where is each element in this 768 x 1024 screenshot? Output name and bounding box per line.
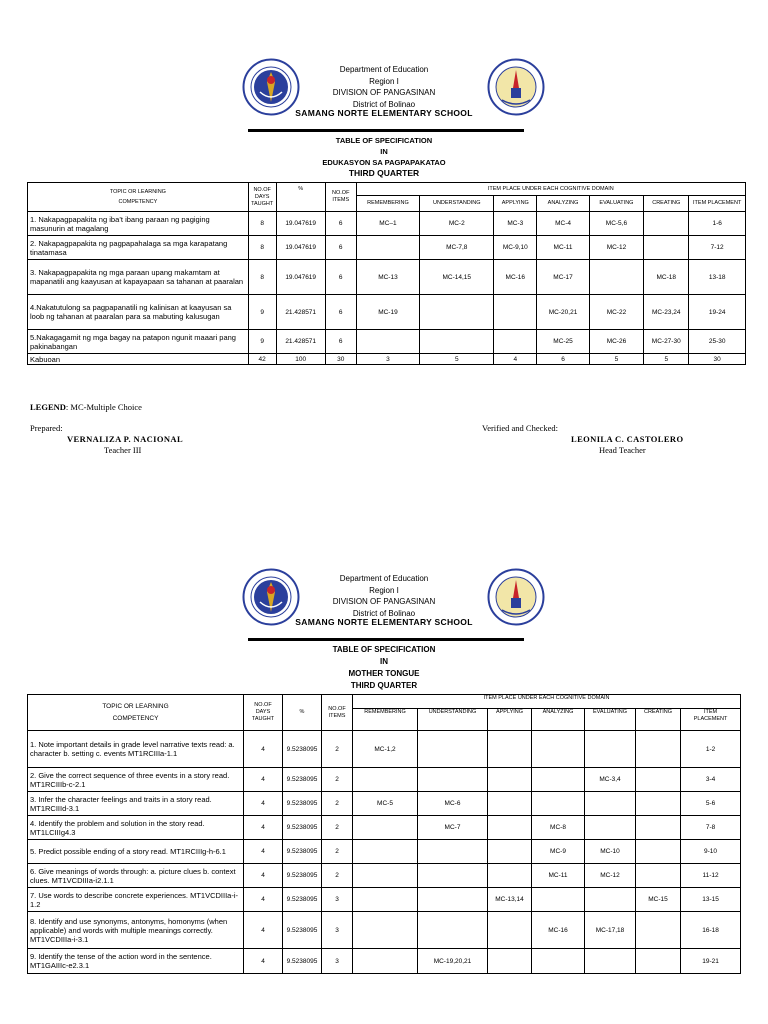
table-body — [28, 731, 741, 974]
cell: 7-12 — [689, 236, 746, 260]
cell: 2 — [322, 792, 353, 816]
cell: 2 — [322, 864, 353, 888]
cell: 4 — [244, 864, 283, 888]
cell: 9.5238095 — [283, 864, 322, 888]
header-applying: APPLYING — [488, 709, 532, 731]
cell: 9.5238095 — [283, 816, 322, 840]
header-block — [234, 64, 534, 120]
cell — [644, 236, 689, 260]
cell — [488, 768, 532, 792]
cell: 4 — [244, 840, 283, 864]
total-row — [28, 354, 746, 365]
cell — [532, 949, 585, 974]
cell — [532, 768, 585, 792]
cell: MC-9,10 — [494, 236, 537, 260]
table-row — [28, 888, 741, 912]
cell: 9.5238095 — [283, 888, 322, 912]
header-creating: CREATING — [636, 709, 681, 731]
cell: 4 — [244, 949, 283, 974]
table-row — [28, 816, 741, 840]
cell: 6 — [325, 295, 356, 330]
header-competency: TOPIC OR LEARNING COMPETENCY — [28, 183, 249, 212]
cell: MC-19,20,21 — [418, 949, 488, 974]
cell — [418, 731, 488, 768]
cell: MC-18 — [644, 260, 689, 295]
header-division: DIVISION OF PANGASINAN — [332, 88, 436, 97]
cell — [353, 816, 418, 840]
cell: 2 — [322, 731, 353, 768]
header-days: NO.OF DAYS TAUGHT — [248, 183, 276, 212]
cell — [636, 949, 681, 974]
table-row — [28, 260, 746, 295]
header-competency: TOPIC OR LEARNING COMPETENCY — [28, 695, 244, 731]
cell — [418, 864, 488, 888]
verified-title: Head Teacher — [599, 445, 646, 455]
prepared-title: Teacher III — [104, 445, 142, 455]
cell: 4 — [244, 792, 283, 816]
prepared-block — [30, 423, 230, 456]
cell: 3 — [322, 888, 353, 912]
cell — [589, 260, 643, 295]
cell: 1-6 — [689, 212, 746, 236]
cell: 9.5238095 — [283, 840, 322, 864]
cell: 42 — [248, 354, 276, 365]
header-remembering: REMEMBERING — [356, 196, 420, 212]
header-school: SAMANG NORTE ELEMENTARY SCHOOL — [295, 108, 473, 118]
spec-table — [27, 182, 746, 365]
header-creating: CREATING — [644, 196, 689, 212]
header-rule — [248, 638, 524, 641]
table-row — [28, 236, 746, 260]
cell: MC-20,21 — [537, 295, 589, 330]
cell: 100 — [276, 354, 325, 365]
title-line: THIRD QUARTER — [348, 168, 420, 178]
prepared-name: VERNALIZA P. NACIONAL — [67, 434, 184, 444]
cell: 21.428571 — [276, 295, 325, 330]
header-department: Department of Education — [339, 65, 429, 74]
title-line: EDUKASYON SA PAGPAPAKATAO — [322, 158, 446, 167]
cell — [532, 731, 585, 768]
cell: MC-14,15 — [420, 260, 494, 295]
cell: 4 — [244, 816, 283, 840]
table-row — [28, 330, 746, 354]
cell — [420, 295, 494, 330]
cell — [420, 330, 494, 354]
cell: MC-13,14 — [488, 888, 532, 912]
cell — [636, 792, 681, 816]
cell — [353, 949, 418, 974]
title-line: TABLE OF SPECIFICATION — [332, 645, 436, 654]
cell: MC-3,4 — [585, 768, 636, 792]
cell: 2 — [322, 840, 353, 864]
header-department: Department of Education — [339, 574, 429, 583]
header-rule — [248, 129, 524, 132]
cell: 5-6 — [681, 792, 741, 816]
cell: MC-13 — [356, 260, 420, 295]
competency-cell: 8. Identify and use synonyms, antonyms, homonyms (when applicable) and words with multiple meanings correctly. MT1VCDIIIa-i-3.1 — [28, 912, 244, 949]
cell: MC-7,8 — [420, 236, 494, 260]
cell — [353, 840, 418, 864]
title-line: MOTHER TONGUE — [348, 669, 420, 678]
cell — [488, 792, 532, 816]
cell: 19.047619 — [276, 212, 325, 236]
cell: 11-12 — [681, 864, 741, 888]
cell: MC-12 — [585, 864, 636, 888]
cell: MC-16 — [532, 912, 585, 949]
cell: MC-25 — [537, 330, 589, 354]
cell: 4 — [494, 354, 537, 365]
header-analyzing: ANALYZING — [537, 196, 589, 212]
header-remembering: REMEMBERING — [353, 709, 418, 731]
table-title — [234, 644, 534, 692]
cell: 9 — [248, 295, 276, 330]
table-row — [28, 768, 741, 792]
competency-cell: 5. Predict possible ending of a story read. MT1RCIIIg-h-6.1 — [28, 840, 244, 864]
header-division: DIVISION OF PANGASINAN — [332, 597, 436, 606]
cell — [585, 888, 636, 912]
header-understanding: UNDERSTANDING — [418, 709, 488, 731]
cell: MC-5,6 — [589, 212, 643, 236]
competency-cell: 5.Nakagagamit ng mga bagay na patapon ngunit maaari pang pakinabangan — [28, 330, 249, 354]
verified-label: Verified and Checked: — [482, 423, 558, 433]
cell: MC-23,24 — [644, 295, 689, 330]
header-understanding: UNDERSTANDING — [420, 196, 494, 212]
header-items: NO.OF ITEMS — [322, 695, 353, 731]
cell — [636, 840, 681, 864]
cell — [418, 840, 488, 864]
cell: MC-17,18 — [585, 912, 636, 949]
cell: MC-11 — [537, 236, 589, 260]
cell: MC-2 — [420, 212, 494, 236]
cell: 3-4 — [681, 768, 741, 792]
cell: 3 — [322, 949, 353, 974]
cell: 30 — [689, 354, 746, 365]
header-analyzing: ANALYZING — [532, 709, 585, 731]
legend-label: LEGEND — [30, 402, 66, 412]
competency-cell: 4.Nakatutulong sa pagpapanatili ng kalinisan at kaayusan sa loob ng tahanan at paaralan para sa mabuting kalusugan — [28, 295, 249, 330]
competency-cell: 7. Use words to describe concrete experiences. MT1VCDIIIa-i-1.2 — [28, 888, 244, 912]
cell: MC-9 — [532, 840, 585, 864]
cell — [353, 864, 418, 888]
cell: 19-24 — [689, 295, 746, 330]
cell — [488, 912, 532, 949]
cell: MC-16 — [494, 260, 537, 295]
competency-cell: 1. Note important details in grade level narrative texts read: a. character b. setting c. events MT1RCIIIa-1.1 — [28, 731, 244, 768]
cell: MC-22 — [589, 295, 643, 330]
header-days: NO.OF DAYS TAUGHT — [244, 695, 283, 731]
cell: 19.047619 — [276, 260, 325, 295]
cell: 13-18 — [689, 260, 746, 295]
cell: 6 — [325, 330, 356, 354]
title-line: THIRD QUARTER — [350, 681, 418, 690]
header-applying: APPLYING — [494, 196, 537, 212]
cell: 19-21 — [681, 949, 741, 974]
header-domain: ITEM PLACE UNDER EACH COGNITIVE DOMAIN — [353, 695, 741, 709]
header-percent: % — [283, 695, 322, 731]
cell: MC-27-30 — [644, 330, 689, 354]
cell: 8 — [248, 260, 276, 295]
spec-table — [27, 694, 741, 974]
header-region: Region I — [369, 76, 399, 86]
table-body — [28, 212, 746, 354]
cell: 3 — [322, 912, 353, 949]
cell: MC-10 — [585, 840, 636, 864]
cell: 6 — [325, 260, 356, 295]
cell: MC-19 — [356, 295, 420, 330]
cell — [494, 330, 537, 354]
cell: 5 — [589, 354, 643, 365]
cell: 8 — [248, 236, 276, 260]
header-evaluating: EVALUATING — [585, 709, 636, 731]
cell: 30 — [325, 354, 356, 365]
cell: 2 — [322, 768, 353, 792]
header-domain: ITEM PLACE UNDER EACH COGNITIVE DOMAIN — [356, 183, 745, 196]
cell — [356, 330, 420, 354]
cell: 9.5238095 — [283, 731, 322, 768]
cell — [532, 888, 585, 912]
competency-cell: 3. Nakapagpapakita ng mga paraan upang makamtam at mapanatili ang kaayusan at kapayapaan sa tahanan at paaralan — [28, 260, 249, 295]
cell: 9.5238095 — [283, 912, 322, 949]
legend-text: : MC-Multiple Choice — [65, 402, 142, 412]
section-mother-tongue — [0, 560, 768, 1024]
cell: 1-2 — [681, 731, 741, 768]
cell — [585, 792, 636, 816]
competency-cell: 4. Identify the problem and solution in the story read. MT1LCIIIg4.3 — [28, 816, 244, 840]
cell — [585, 949, 636, 974]
cell: MC-11 — [532, 864, 585, 888]
table-row — [28, 864, 741, 888]
cell — [488, 949, 532, 974]
cell: MC-6 — [418, 792, 488, 816]
cell: 9 — [248, 330, 276, 354]
header-school: SAMANG NORTE ELEMENTARY SCHOOL — [295, 617, 473, 627]
table-row — [28, 295, 746, 330]
competency-cell: 3. Infer the character feelings and traits in a story read. MT1RCIIId-3.1 — [28, 792, 244, 816]
cell: MC-3 — [494, 212, 537, 236]
cell — [636, 912, 681, 949]
competency-cell: 2. Nakapagpapakita ng pagpapahalaga sa mga karapatang tinatamasa — [28, 236, 249, 260]
cell: 4 — [244, 888, 283, 912]
cell — [418, 888, 488, 912]
cell: MC–1 — [356, 212, 420, 236]
title-line: TABLE OF SPECIFICATION — [335, 136, 433, 145]
cell: 4 — [244, 912, 283, 949]
cell — [488, 840, 532, 864]
cell: MC-26 — [589, 330, 643, 354]
cell: MC-1,2 — [353, 731, 418, 768]
table-row — [28, 912, 741, 949]
cell: 21.428571 — [276, 330, 325, 354]
cell — [532, 792, 585, 816]
cell: 5 — [420, 354, 494, 365]
legend — [30, 402, 142, 412]
table-row — [28, 212, 746, 236]
prepared-label: Prepared: — [30, 423, 63, 433]
header-district: District of Bolinao — [352, 608, 416, 618]
cell: 13-15 — [681, 888, 741, 912]
cell — [488, 864, 532, 888]
cell: Kabuoan — [28, 354, 249, 365]
cell — [636, 768, 681, 792]
cell: 8 — [248, 212, 276, 236]
cell — [488, 731, 532, 768]
table-row — [28, 731, 741, 768]
header-region: Region I — [369, 585, 399, 595]
cell — [636, 816, 681, 840]
cell — [353, 912, 418, 949]
table-row — [28, 840, 741, 864]
header-percent: % — [276, 183, 325, 212]
cell: 4 — [244, 768, 283, 792]
verified-name: LEONILA C. CASTOLERO — [571, 434, 684, 444]
cell — [585, 731, 636, 768]
cell: 9.5238095 — [283, 768, 322, 792]
cell: MC-15 — [636, 888, 681, 912]
cell — [353, 768, 418, 792]
cell — [353, 888, 418, 912]
cell: 16-18 — [681, 912, 741, 949]
title-line: IN — [380, 147, 388, 156]
cell: 6 — [537, 354, 589, 365]
cell: MC-8 — [532, 816, 585, 840]
cell — [644, 212, 689, 236]
cell: MC-4 — [537, 212, 589, 236]
header-items: NO.OF ITEMS — [325, 183, 356, 212]
header-placement: ITEM PLACEMENT — [689, 196, 746, 212]
cell: 4 — [244, 731, 283, 768]
verified-block — [482, 423, 702, 456]
cell: 25-30 — [689, 330, 746, 354]
table-title — [234, 135, 534, 179]
header-evaluating: EVALUATING — [589, 196, 643, 212]
competency-cell: 2. Give the correct sequence of three events in a story read. MT1RCIIIb-c-2.1 — [28, 768, 244, 792]
cell: 7-8 — [681, 816, 741, 840]
cell: 3 — [356, 354, 420, 365]
cell — [418, 768, 488, 792]
cell: 6 — [325, 236, 356, 260]
cell: 9-10 — [681, 840, 741, 864]
cell: 2 — [322, 816, 353, 840]
cell — [585, 816, 636, 840]
cell — [356, 236, 420, 260]
cell: 9.5238095 — [283, 792, 322, 816]
table-row — [28, 792, 741, 816]
header-placement: ITEM PLACEMENT — [681, 709, 741, 731]
cell: MC-12 — [589, 236, 643, 260]
title-line: IN — [380, 657, 388, 666]
cell — [418, 912, 488, 949]
cell — [636, 731, 681, 768]
cell — [494, 295, 537, 330]
cell: MC-5 — [353, 792, 418, 816]
header-district: District of Bolinao — [352, 99, 416, 109]
cell — [636, 864, 681, 888]
header-block — [234, 573, 534, 629]
cell: 9.5238095 — [283, 949, 322, 974]
competency-cell: 6. Give meanings of words through: a. picture clues b. context clues. MT1VCDIIIa-i2.1.1 — [28, 864, 244, 888]
cell: MC-7 — [418, 816, 488, 840]
cell: 6 — [325, 212, 356, 236]
competency-cell: 9. Identify the tense of the action word in the sentence. MT1GAIIIc-e2.3.1 — [28, 949, 244, 974]
cell: 5 — [644, 354, 689, 365]
section-edukasyon — [0, 0, 768, 460]
competency-cell: 1. Nakapagpapakita ng iba’t ibang paraan ng pagiging masunurin at magalang — [28, 212, 249, 236]
cell: MC-17 — [537, 260, 589, 295]
cell: 19.047619 — [276, 236, 325, 260]
table-row — [28, 949, 741, 974]
cell — [488, 816, 532, 840]
